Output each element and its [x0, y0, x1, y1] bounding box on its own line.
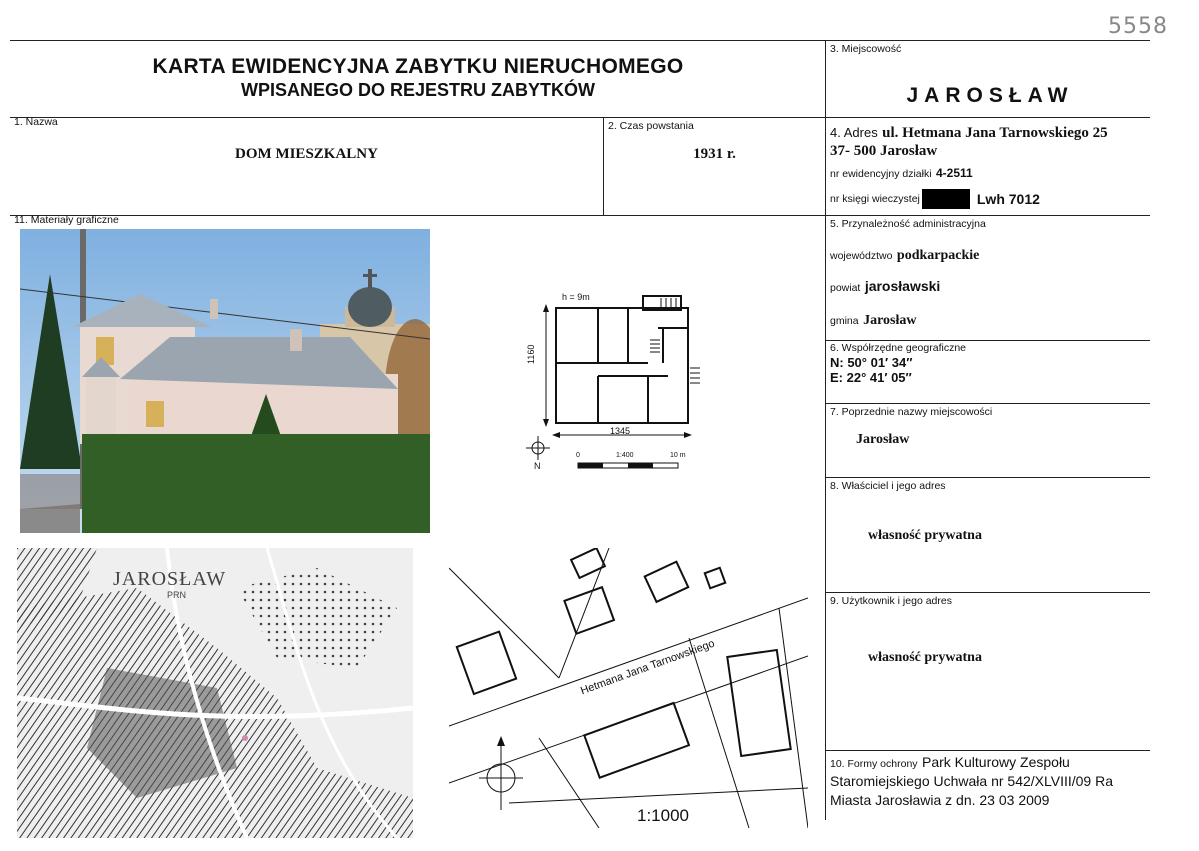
- miejscowosc-label: 3. Miejscowość: [830, 43, 902, 55]
- formy-line1: [830, 754, 1070, 772]
- redaction-block: [922, 189, 970, 209]
- card-subtitle: WPISANEGO DO REJESTRU ZABYTKÓW: [240, 80, 595, 100]
- czas-label: 2. Czas powstania: [608, 120, 694, 132]
- uzytkownik-label: 9. Użytkownik i jego adres: [830, 595, 952, 607]
- dim-vertical: 1160: [526, 344, 536, 364]
- height-note: h = 9m: [562, 292, 590, 302]
- north-label: N: [534, 461, 541, 471]
- gmina-line: [830, 311, 916, 329]
- coord-e: E: 22° 41′ 05″: [830, 370, 912, 385]
- divider-7: [825, 403, 1150, 404]
- cadastral-street: Hetmana Jana Tarnowskiego: [579, 637, 717, 698]
- gmina-value: Jarosław: [863, 313, 917, 328]
- powiat-label: powiat: [830, 282, 861, 294]
- adres-line: [830, 124, 1108, 142]
- adres-label: 4. Adres: [830, 125, 878, 140]
- column-divider: [825, 40, 826, 820]
- kw-line: [830, 189, 1040, 209]
- wlasciciel-label: 8. Właściciel i jego adres: [830, 480, 946, 492]
- materialy-label: 11. Materiały graficzne: [14, 214, 119, 226]
- frame-top: [10, 40, 1150, 41]
- wlasciciel-value: własność prywatna: [868, 528, 982, 543]
- divider-8: [825, 477, 1150, 478]
- floor-plan: [498, 268, 754, 506]
- coord-n: N: 50° 01′ 34″: [830, 355, 913, 370]
- cadastral-scale: 1:1000: [637, 806, 689, 825]
- nazwa-value: DOM MIESZKALNY: [235, 146, 378, 162]
- powiat-line: [830, 278, 940, 296]
- scale-ratio: 1:400: [616, 452, 634, 459]
- row2-divider: [10, 215, 1150, 216]
- card-title: KARTA EWIDENCYJNA ZABYTKU NIERUCHOMEGO: [152, 55, 684, 78]
- dim-horizontal: 1345: [610, 426, 631, 436]
- city-map-sub: PRN: [167, 590, 187, 600]
- woj-label: województwo: [830, 250, 893, 262]
- poprzednie-value: Jarosław: [856, 432, 910, 447]
- powiat-value: jarosławski: [864, 278, 941, 294]
- scale-end: 10 m: [670, 452, 686, 459]
- kw-value: Lwh 7012: [976, 191, 1040, 207]
- divider-9: [825, 592, 1150, 593]
- cadastral-map: [449, 548, 808, 828]
- divider-10: [825, 750, 1150, 751]
- plot-line: [830, 164, 973, 182]
- gmina-label: gmina: [830, 315, 859, 327]
- czas-value: 1931 r.: [693, 146, 736, 162]
- plot-label: nr ewidencyjny działki: [830, 168, 932, 180]
- scale-zero: 0: [576, 452, 580, 459]
- city-map-name: JAROSŁAW: [113, 568, 227, 590]
- adres-street: ul. Hetmana Jana Tarnowskiego 25: [882, 125, 1108, 141]
- header-divider: [10, 117, 1150, 118]
- nazwa-label: 1. Nazwa: [14, 116, 58, 128]
- name-time-divider: [603, 117, 604, 215]
- plot-value: 4-2511: [936, 166, 973, 180]
- house-photo: [20, 229, 430, 533]
- formy-value-1: Park Kulturowy Zespołu: [922, 754, 1070, 770]
- woj-value: podkarpackie: [896, 248, 980, 263]
- formy-label: 10. Formy ochrony: [830, 758, 918, 770]
- divider-6: [825, 340, 1150, 341]
- poprzednie-label: 7. Poprzednie nazwy miejscowości: [830, 406, 993, 418]
- city-map: [17, 548, 413, 838]
- adres-postal: 37- 500 Jarosław: [830, 143, 938, 159]
- przynaleznosc-label: 5. Przynależność administracyjna: [830, 218, 986, 230]
- formy-value-3: Miasta Jarosławia z dn. 23 03 2009: [830, 792, 1050, 808]
- formy-value-2: Staromiejskiego Uchwała nr 542/XLVIII/09 Ra: [830, 773, 1113, 789]
- wspolrzedne-label: 6. Współrzędne geograficzne: [830, 342, 966, 354]
- page-number: 5558: [1108, 14, 1168, 39]
- woj-line: [830, 246, 979, 264]
- kw-label: nr księgi wieczystej: [830, 193, 920, 205]
- miejscowosc-value: JAROSŁAW: [906, 84, 1074, 107]
- uzytkownik-value: własność prywatna: [868, 650, 982, 665]
